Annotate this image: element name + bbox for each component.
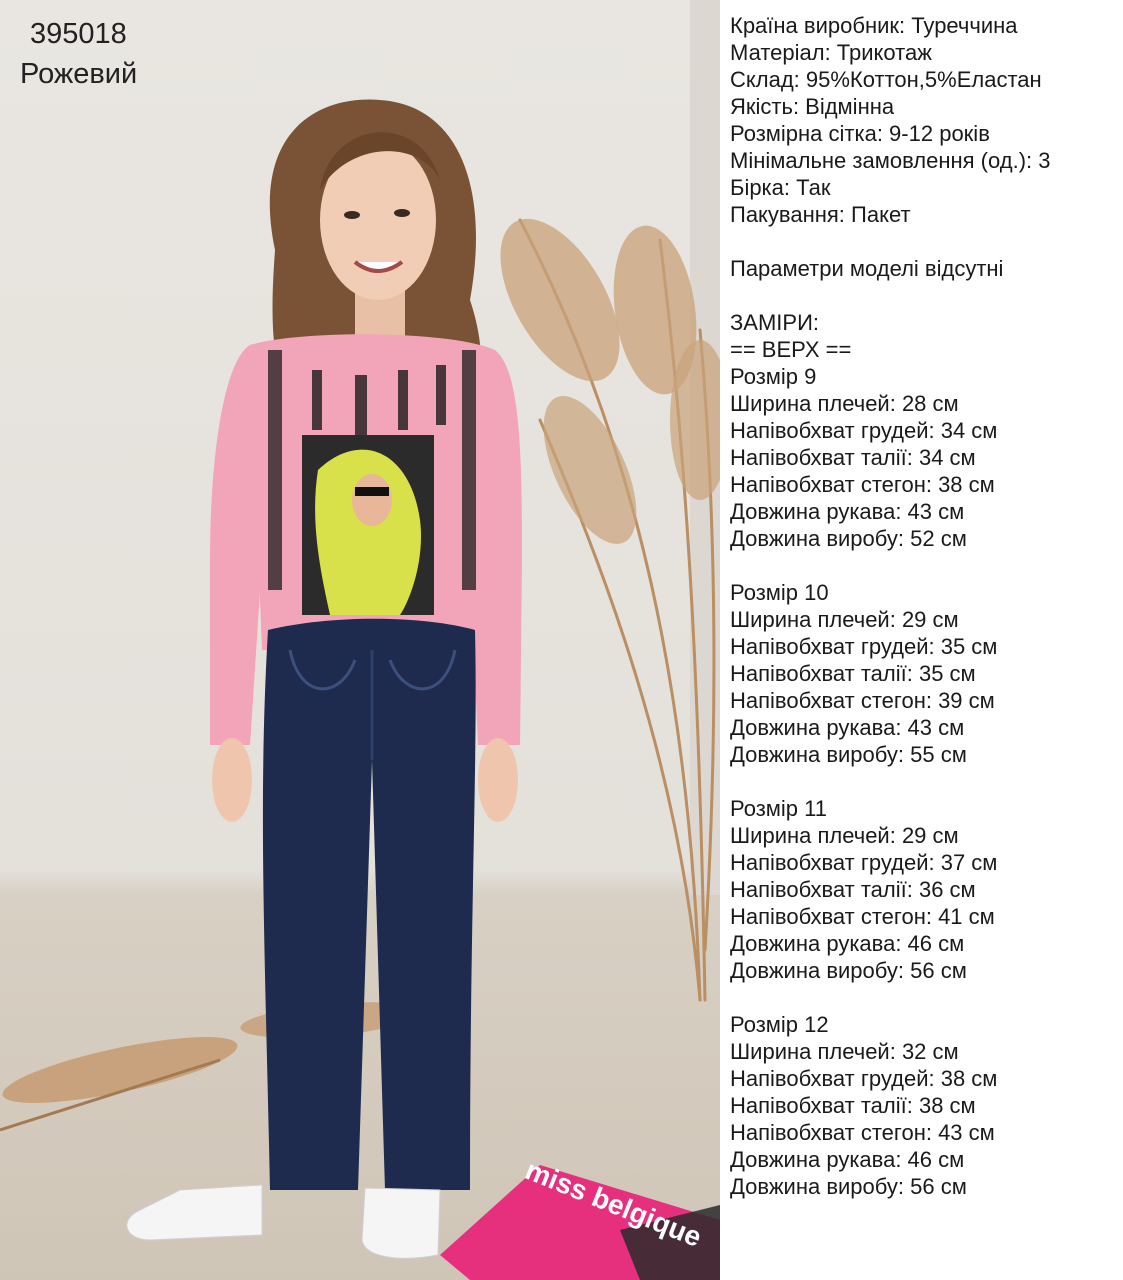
product-color: Рожевий xyxy=(20,58,138,90)
spacer xyxy=(730,984,1115,1011)
detail-line: == ВЕРХ == xyxy=(730,337,852,362)
detail-line: Склад: 95%Коттон,5%Еластан xyxy=(730,67,1042,92)
detail-line: Розмір 10 xyxy=(730,580,829,605)
spacer xyxy=(730,552,1115,579)
detail-line: Довжина виробу: 52 см xyxy=(730,526,967,551)
detail-line: Розмір 11 xyxy=(730,796,827,821)
detail-line: Мінімальне замовлення (од.): 3 xyxy=(730,148,1051,173)
spacer xyxy=(730,282,1115,309)
detail-line: Параметри моделі відсутні xyxy=(730,256,1004,281)
magazine-title: miss belgique xyxy=(521,1154,706,1253)
detail-line: Матеріал: Трикотаж xyxy=(730,40,932,65)
detail-line: Довжина виробу: 56 см xyxy=(730,1174,967,1199)
detail-line: Розмірна сітка: 9-12 років xyxy=(730,121,990,146)
detail-line: Розмір 9 xyxy=(730,364,817,389)
detail-line: Напівобхват талії: 36 см xyxy=(730,877,976,902)
detail-line: Напівобхват грудей: 37 см xyxy=(730,850,998,875)
spacer xyxy=(730,768,1115,795)
detail-line: Напівобхват стегон: 38 см xyxy=(730,472,995,497)
detail-line: Напівобхват талії: 38 см xyxy=(730,1093,976,1118)
detail-line: Ширина плечей: 29 см xyxy=(730,823,959,848)
spacer xyxy=(730,228,1115,255)
detail-line: Напівобхват стегон: 41 см xyxy=(730,904,995,929)
detail-line: Напівобхват грудей: 35 см xyxy=(730,634,998,659)
detail-line: Розмір 12 xyxy=(730,1012,829,1037)
detail-line: Ширина плечей: 32 см xyxy=(730,1039,959,1064)
detail-line: ЗАМІРИ: xyxy=(730,310,819,335)
detail-line: Напівобхват стегон: 43 см xyxy=(730,1120,995,1145)
detail-line: Пакування: Пакет xyxy=(730,202,911,227)
product-sku: 395018 xyxy=(30,18,127,50)
detail-line: Напівобхват грудей: 38 см xyxy=(730,1066,998,1091)
detail-line: Довжина рукава: 43 см xyxy=(730,499,965,524)
detail-line: Ширина плечей: 28 см xyxy=(730,391,959,416)
detail-line: Напівобхват талії: 35 см xyxy=(730,661,976,686)
detail-line: Напівобхват талії: 34 см xyxy=(730,445,976,470)
detail-line: Ширина плечей: 29 см xyxy=(730,607,959,632)
detail-line: Довжина виробу: 56 см xyxy=(730,958,967,983)
detail-line: Напівобхват стегон: 39 см xyxy=(730,688,995,713)
detail-line: Напівобхват грудей: 34 см xyxy=(730,418,998,443)
detail-line: Довжина рукава: 46 см xyxy=(730,1147,965,1172)
product-details xyxy=(730,12,1115,1200)
detail-line: Країна виробник: Туреччина xyxy=(730,13,1018,38)
detail-line: Довжина рукава: 43 см xyxy=(730,715,965,740)
detail-line: Бірка: Так xyxy=(730,175,831,200)
detail-line: Якість: Відмінна xyxy=(730,94,895,119)
detail-line: Довжина рукава: 46 см xyxy=(730,931,965,956)
detail-line: Довжина виробу: 55 см xyxy=(730,742,967,767)
